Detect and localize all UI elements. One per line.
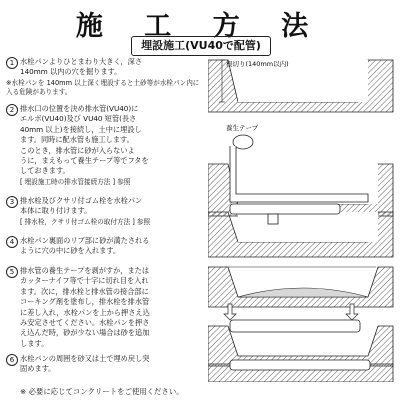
step-1 xyxy=(6,57,204,97)
page-title: 施 工 方 法 xyxy=(75,11,325,42)
depth-label: 根切り(140mm以内) xyxy=(226,60,289,68)
step-number: 2 xyxy=(6,104,18,116)
diagram-sand-fill xyxy=(208,267,393,307)
step-number: 5 xyxy=(6,266,18,278)
diagram-backfill xyxy=(208,360,393,382)
step-3 xyxy=(6,196,204,227)
step-reference: [ 排水栓，クサリ付ゴム栓の取付方法 ] 参照 xyxy=(20,217,151,226)
diagram-press-in xyxy=(208,304,393,366)
step-text: 排水栓及びクサリ付ゴム栓を水栓パン 本体に取り付けます。 xyxy=(20,196,143,216)
section-subtitle: 埋設施工(VU40で配管) xyxy=(131,36,271,56)
step-text: 排水口の位置を決め排水管(VU40)に エルボ(VU40)及び VU40 短管(長さ 40mm 以上)を接続し，土中に埋設し ます。同時に配水管も施工します。 このとき，排水管に砂が入らないよ うに，まえもって養生テープ等でフタを しておきます。 xyxy=(20,104,149,176)
step-number: 6 xyxy=(6,354,18,366)
step-4 xyxy=(6,236,204,257)
step-text: 水栓パンよりひとまわり大きく，深さ 140mm 以内の穴を掘ります。 xyxy=(20,57,143,77)
diagram-drain-pipe xyxy=(208,123,393,216)
step-5 xyxy=(6,266,204,349)
installation-diagrams xyxy=(208,52,398,382)
diagram-excavation xyxy=(208,59,393,112)
step-2 xyxy=(6,104,204,187)
step-number: 4 xyxy=(6,236,18,248)
step-reference: [ 埋設施工時の排水管接続方法 ] 参照 xyxy=(20,177,131,186)
step-text: 水栓パン裏面のリブ部に砂が満たされる ように穴の中に砂を入れます。 xyxy=(20,236,150,256)
step-number: 3 xyxy=(6,196,18,208)
step-6 xyxy=(6,354,204,375)
tape-label: 養生テープ xyxy=(226,124,259,132)
step-text: 水栓パンの周囲を砂又は土で埋め戻し突 固めます。 xyxy=(20,354,150,374)
step-text: 排水管の養生テープを剥がすか，または カッターナイフ等で十字に切れ目を入れ ます。次に，排水栓と排水管の接合部に コーキング剤を塗布し，排水栓を排水管 に差し入れ，水栓パンを上から押さえ込 み安定させてください。水栓パンを押さ え込んだ時，砂が少ない場合は砂を追加 します。 xyxy=(20,266,150,348)
footer-note: ※ 必要に応じてコンクリートをご使用ください。 xyxy=(20,387,184,396)
step-number: 1 xyxy=(6,57,18,69)
step-note: ※水栓パンを 140mm 以上深く埋設すると土砂等が水栓パン内に入る危険があります。 xyxy=(6,78,200,97)
